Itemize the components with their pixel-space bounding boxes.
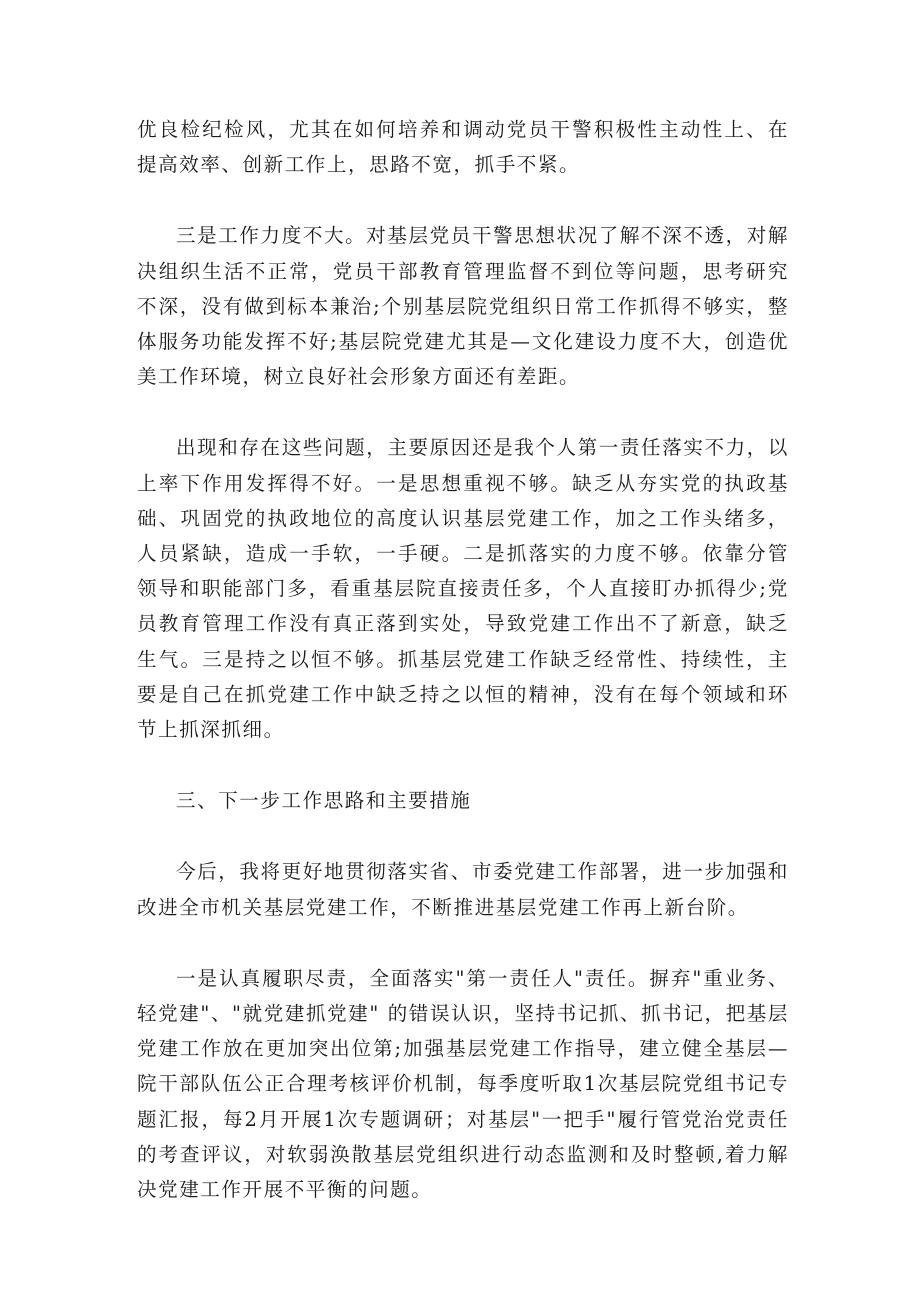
- paragraph-work-intensity: 三是工作力度不大。对基层党员干警思想状况了解不深不透，对解决组织生活不正常，党员干部教育管理监督不到位等问题，思考研究不深，没有做到标本兼治;个别基层院党组织日常工作抓得不够实，整体服务功能发挥不好;基层院党建尤其是—文化建设力度不大，创造优美工作环境，树立良好社会形象方面还有差距。: [137, 224, 789, 389]
- paragraph-continuation: 优良检纪检风，尤其在如何培养和调动党员干警积极性主动性上、在提高效率、创新工作上，思路不宽，抓手不紧。: [137, 118, 789, 177]
- paragraph-causes: 出现和存在这些问题，主要原因还是我个人第一责任落实不力，以上率下作用发挥得不好。一是思想重视不够。缺乏从夯实党的执政基础、巩固党的执政地位的高度认识基层党建工作，加之工作头绪多，人员紧缺，造成一手软，一手硬。二是抓落实的力度不够。依靠分管领导和职能部门多，看重基层院直接责任多，个人直接盯办抓得少;党员教育管理工作没有真正落到实处，导致党建工作出不了新意，缺乏生气。三是持之以恒不够。抓基层党建工作缺乏经常性、持续性，主要是自己在抓党建工作中缺乏持之以恒的精神，没有在每个领域和环节上抓深抓细。: [137, 436, 789, 742]
- paragraph-intro-next-steps: 今后，我将更好地贯彻落实省、市委党建工作部署，进一步加强和改进全市机关基层党建工作，不断推进基层党建工作再上新台阶。: [137, 860, 789, 919]
- paragraph-measure-one: 一是认真履职尽责，全面落实"第一责任人"责任。摒弃"重业务、轻党建"、"就党建抓党建" 的错误认识，坚持书记抓、抓书记，把基层党建工作放在更加突出位第;加强基层党建工作指导，建立健全基层—院干部队伍公正合理考核评价机制，每季度听取1次基层院党组书记专题汇报，每2月开展1次专题调研；对基层"一把手"履行管党治党责任的考查评议，对软弱涣散基层党组织进行动态监测和及时整顿,着力解决党建工作开展不平衡的问题。: [137, 966, 789, 1202]
- section-heading-next-steps: 三、下一步工作思路和主要措施: [176, 789, 472, 813]
- document-body: [137, 112, 789, 1207]
